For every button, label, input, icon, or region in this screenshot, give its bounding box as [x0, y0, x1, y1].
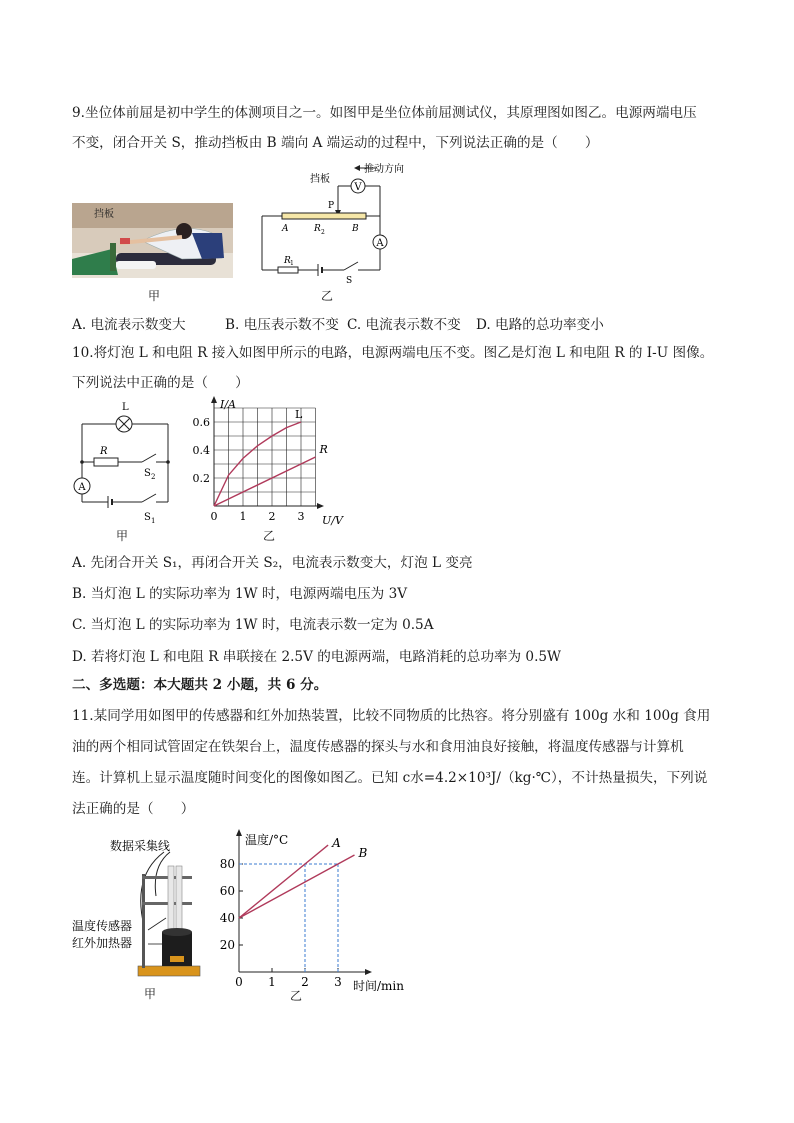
q10-resistor-r: R: [100, 446, 108, 457]
q11-temperature-chart: [215, 826, 415, 996]
section2-title: 二、多选题：本大题共 2 小题，共 6 分。: [72, 677, 328, 693]
q9-voltmeter: V: [354, 182, 362, 193]
q10-option-d: D. 若将灯泡 L 和电阻 R 串联接在 2.5V 的电源两端，电路消耗的总功率为 0.5W: [72, 649, 562, 665]
q9-end-a: A: [282, 224, 289, 234]
q9-ammeter: A: [376, 238, 384, 249]
series-label-r: R: [319, 443, 328, 456]
q9-photo: [72, 203, 233, 278]
series-label-a: A: [332, 836, 341, 851]
q11-stem-line3: 连。计算机上显示温度随时间变化的图像如图乙。已知 c水=4.2×10³J/（kg·℃），不计热量损失，下列说: [72, 770, 708, 786]
q9-option-b: B. 电压表示数不变: [225, 317, 339, 333]
q10-lamp-l: L: [122, 402, 129, 413]
y-axis-label: 温度/°C: [245, 833, 289, 847]
q9-photo-label: 挡板: [94, 209, 114, 220]
q10-stem-line1: 10.将灯泡 L 和电阻 R 接入如图甲所示的电路，电源两端电压不变。图乙是灯泡 L 和电阻 R 的 I-U 图像。: [72, 345, 714, 361]
q11-stem-line1: 11.某同学用如图甲的传感器和红外加热装置，比较不同物质的比热容。将分别盛有 100g 水和 100g 食用: [72, 708, 711, 724]
q11-cable-label: 数据采集线: [110, 839, 171, 853]
y-tick-label: 20: [219, 938, 235, 952]
q9-end-b: B: [352, 224, 359, 234]
q9-switch-s: S: [346, 276, 353, 286]
series-label-l: L: [295, 408, 303, 421]
q9-r2-label: R: [314, 224, 321, 234]
x-tick-label: 0: [210, 510, 218, 523]
x-axis-label: U/V: [322, 514, 343, 527]
q9-stem-line2: 不变，闭合开关 S，推动挡板由 B 端向 A 端运动的过程中，下列说法正确的是（ ）: [72, 135, 599, 151]
q9-board-label: 挡板: [310, 174, 330, 185]
q9-fig-jia: 甲: [147, 289, 160, 303]
x-axis-label: 时间/min: [353, 979, 404, 993]
q10-option-a: A. 先闭合开关 S₁，再闭合开关 S₂，电流表示数变大，灯泡 L 变亮: [72, 555, 473, 571]
y-axis-label: I/A: [220, 398, 236, 411]
x-axis-arrow: [317, 503, 324, 509]
q11-apparatus: [72, 836, 207, 981]
q11-heater-label: 红外加热器: [72, 936, 133, 950]
y-tick-label: 80: [219, 857, 235, 871]
q10-circuit: [70, 400, 180, 530]
y-tick-label: 60: [219, 884, 235, 898]
y-tick-label: 0.4: [192, 444, 210, 457]
q9-direction-label: 推动方向: [364, 164, 404, 175]
y-axis-arrow: [211, 396, 217, 403]
x-tick-label: 3: [334, 975, 342, 989]
q10-switch-s2-sub: 2: [151, 473, 156, 481]
series-line-r: [214, 457, 316, 506]
x-tick-label: 2: [268, 510, 276, 523]
q9-option-a: A. 电流表示数变大: [72, 317, 186, 333]
x-tick-label: 1: [268, 975, 276, 989]
q11-fig-yi: 乙: [289, 989, 302, 1003]
x-tick-label: 0: [235, 975, 243, 989]
q10-option-b: B. 当灯泡 L 的实际功率为 1W 时，电源两端电压为 3V: [72, 586, 408, 602]
y-tick-label: 0.6: [192, 416, 210, 429]
series-line-a: [239, 845, 328, 918]
q9-slider-p: P: [328, 201, 335, 211]
q11-stem-line2: 油的两个相同试管固定在铁架台上，温度传感器的探头与水和食用油良好接触，将温度传感器与计算机: [72, 739, 684, 755]
q9-r2-sub: 2: [321, 229, 325, 236]
q9-option-d: D. 电路的总功率变小: [476, 317, 604, 333]
q10-stem-line2: 下列说法中正确的是（ ）: [72, 375, 249, 391]
q10-switch-s1-sub: 1: [151, 517, 156, 525]
q11-sensor-label: 温度传感器: [72, 919, 133, 933]
x-tick-label: 2: [301, 975, 309, 989]
q9-option-c: C. 电流表示数不变: [347, 317, 461, 333]
x-tick-label: 3: [297, 510, 305, 523]
y-tick-label: 0.2: [192, 472, 210, 485]
y-axis-arrow: [236, 829, 242, 836]
q10-fig-jia: 甲: [115, 529, 128, 543]
q9-circuit: [258, 158, 418, 288]
x-axis-arrow: [365, 969, 372, 975]
q10-ammeter: A: [78, 482, 86, 493]
q10-option-c: C. 当灯泡 L 的实际功率为 1W 时，电流表示数一定为 0.5A: [72, 617, 434, 633]
q10-fig-yi: 乙: [262, 529, 275, 543]
q11-fig-jia: 甲: [143, 987, 156, 1001]
q10-switch-s1: S: [144, 512, 151, 523]
q11-stem-line4: 法正确的是（ ）: [72, 801, 195, 817]
series-label-b: B: [358, 845, 368, 860]
q10-switch-s2: S: [144, 468, 151, 479]
q9-r1-sub: 1: [290, 260, 294, 267]
q9-stem-line1: 9.坐位体前屈是初中学生的体测项目之一。如图甲是坐位体前屈测试仪，其原理图如图乙。电源两端电压: [72, 105, 697, 121]
y-tick-label: 40: [219, 911, 235, 925]
q9-r1-label: R: [284, 256, 291, 266]
q10-iu-chart: [190, 394, 350, 534]
x-tick-label: 1: [239, 510, 247, 523]
q9-fig-yi: 乙: [320, 289, 333, 303]
